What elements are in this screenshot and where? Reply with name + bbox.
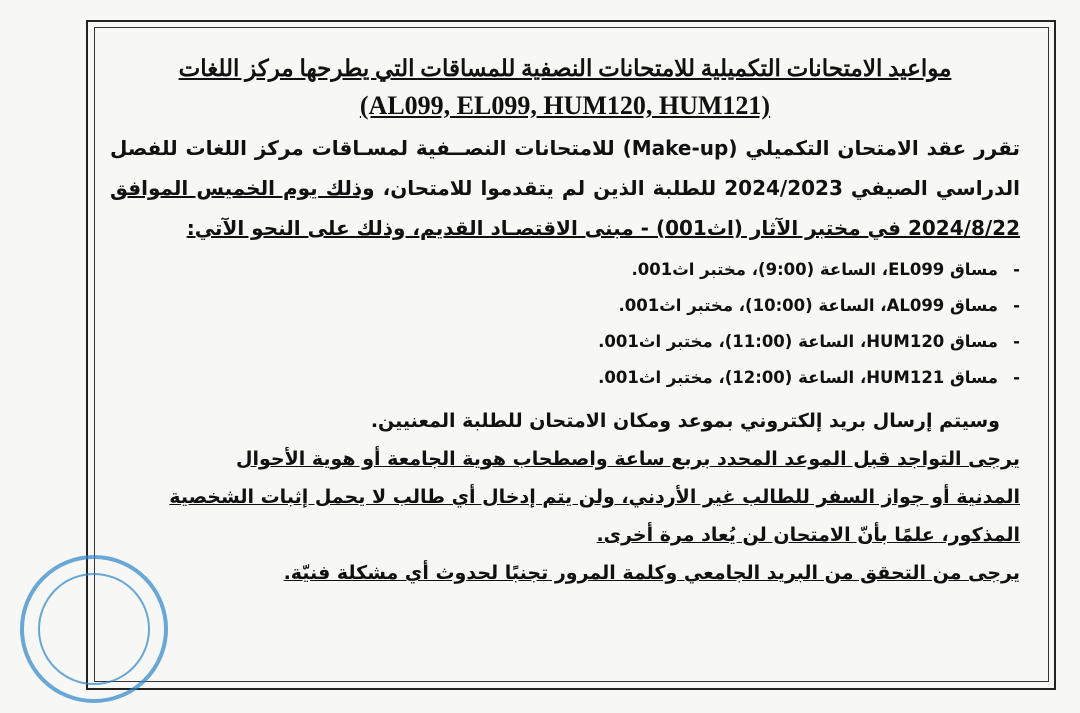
verify-note: يرجى من التحقق من البريد الجامعي وكلمة المرور تجنبًا لحدوث أي مشكلة فنيّة. <box>283 562 1020 584</box>
schedule-item-text: مساق HUM120، الساعة (11:00)، مختبر اث001. <box>598 332 998 351</box>
attendance-note-line-3: المذكور، علمًا بأنّ الامتحان لن يُعاد مرة أخرى. <box>596 524 1020 546</box>
list-item <box>110 324 1020 360</box>
dash-bullet: - <box>1013 260 1020 279</box>
intro-paragraph <box>110 128 1020 248</box>
list-item <box>110 288 1020 324</box>
attendance-note-line-1: يرجى التواجد قبل الموعد المحدد بربع ساعة واصطحاب هوية الجامعة أو هوية الأحوال <box>235 448 1020 470</box>
official-stamp <box>20 555 168 703</box>
title-course-codes: (AL099, EL099, HUM120, HUM121) <box>359 91 771 120</box>
list-item <box>110 252 1020 288</box>
schedule-item-text: مساق HUM121، الساعة (12:00)، مختبر اث001. <box>598 368 998 387</box>
schedule-item-text: مساق AL099، الساعة (10:00)، مختبر اث001. <box>618 296 998 315</box>
attendance-note-line-2: المدنية أو جواز السفر للطالب غير الأردني، ولن يتم إدخال أي طالب لا يحمل إثبات الشخصية <box>169 486 1020 508</box>
list-item <box>110 360 1020 396</box>
intro-text: تقرر عقد الامتحان التكميلي (Make-up) للامتحانات النصــفية لمسـاقات مركز اللغات للفصل الدراسي الصيفي 2024/2023 للطلبة الذين لم يتقدموا للامتحان، <box>110 136 1020 200</box>
email-note: وسيتم إرسال بريد إلكتروني بموعد ومكان الامتحان للطلبة المعنيين. <box>370 410 1000 432</box>
dash-bullet: - <box>1013 332 1020 351</box>
announcement <box>110 52 1020 592</box>
dash-bullet: - <box>1013 296 1020 315</box>
intro-date-location: وذلك يوم الخميس الموافق 2024/8/22 في مختبر الآثار (اث001) - مبنى الاقتصـاد القديم، وذلك على النحو الآتي: <box>110 176 1020 240</box>
stamp-inner-ring <box>38 573 150 685</box>
title-line-1: مواعيد الامتحانات التكميلية للامتحانات النصفية للمساقات التي يطرحها مركز اللغات <box>178 56 952 81</box>
schedule-item-text: مساق EL099، الساعة (9:00)، مختبر اث001. <box>631 260 998 279</box>
dash-bullet: - <box>1013 368 1020 387</box>
schedule-list <box>110 252 1020 396</box>
